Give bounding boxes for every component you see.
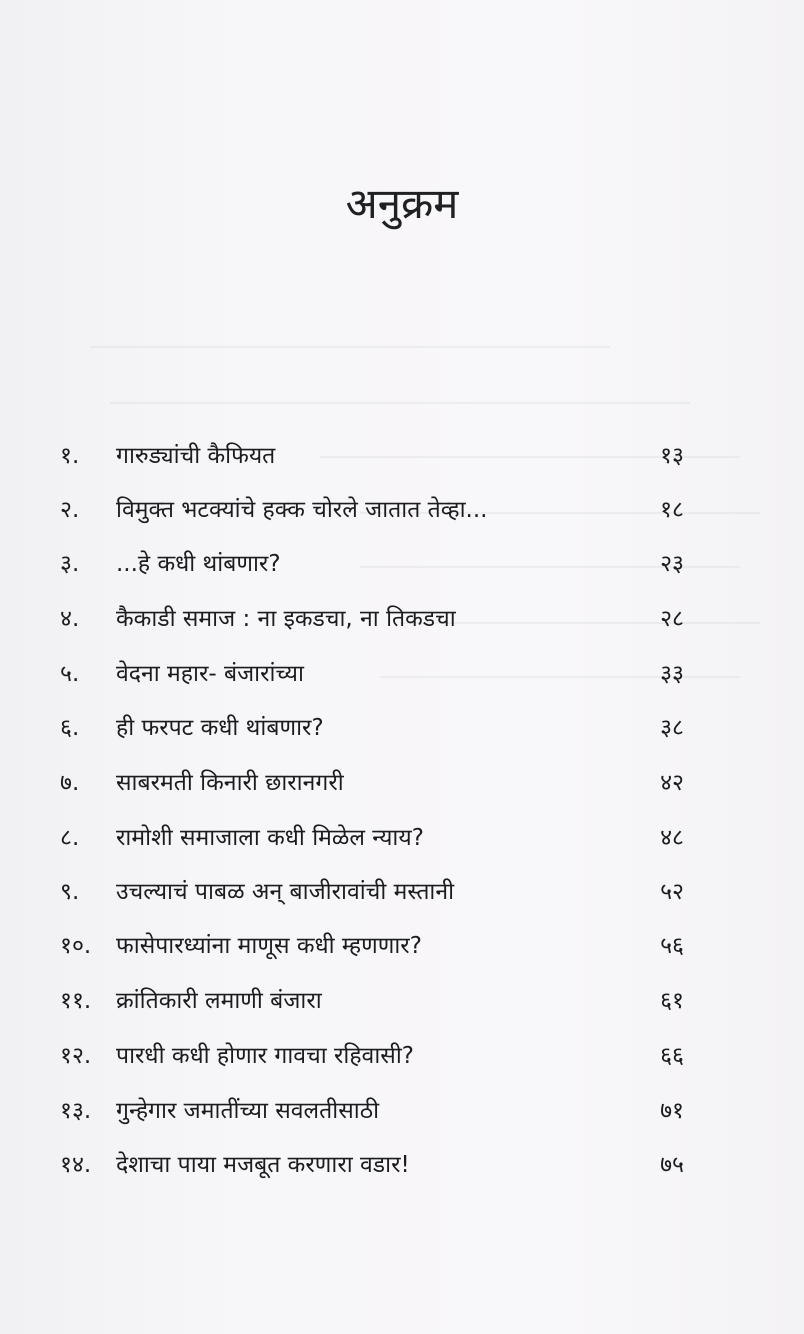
toc-entry-page: ७१: [660, 1098, 684, 1124]
toc-entry-page: ७५: [660, 1152, 684, 1178]
toc-entry-title: वेदना महार- बंजारांच्या: [116, 661, 304, 687]
toc-entry-title: ...हे कधी थांबणार?: [116, 551, 281, 577]
toc-entry: [60, 434, 684, 478]
toc-entry-page: ४८: [660, 825, 684, 851]
toc-entry-page: ६१: [660, 988, 684, 1014]
toc-entry-page: ६६: [660, 1043, 684, 1069]
toc-entry-title: साबरमती किनारी छारानगरी: [116, 770, 344, 796]
toc-entry-page: ५६: [660, 933, 684, 959]
toc-entry-page: ३३: [660, 661, 684, 687]
toc-entry-number: १३.: [60, 1098, 92, 1124]
toc-entry: [60, 1143, 684, 1187]
toc-entry: [60, 488, 684, 532]
toc-entry: [60, 816, 684, 860]
toc-entry-title: क्रांतिकारी लमाणी बंजारा: [116, 988, 322, 1014]
toc-entry-page: २८: [660, 606, 684, 632]
toc-entry-number: ४.: [60, 606, 80, 632]
toc-entry: [60, 706, 684, 750]
toc-entry-title: देशाचा पाया मजबूत करणारा वडार!: [116, 1152, 410, 1178]
toc-entry-title: कैकाडी समाज : ना इकडचा, ना तिकडचा: [116, 606, 456, 632]
toc-entry-title: उचल्याचं पाबळ अन् बाजीरावांची मस्तानी: [116, 879, 455, 905]
toc-entry: [60, 1089, 684, 1133]
toc-entry-page: ३८: [660, 715, 684, 741]
toc-entry-number: ७.: [60, 770, 80, 796]
toc-entry-page: १८: [660, 497, 684, 523]
toc-entry: [60, 761, 684, 805]
toc-entry-title: रामोशी समाजाला कधी मिळेल न्याय?: [116, 825, 424, 851]
toc-entry-number: १२.: [60, 1043, 92, 1069]
toc-entry-title: गुन्हेगार जमातींच्या सवलतीसाठी: [116, 1098, 380, 1124]
toc-entry-title: गारुड्यांची कैफियत: [116, 443, 276, 469]
toc-entry-number: १४.: [60, 1152, 92, 1178]
toc-entry: [60, 979, 684, 1023]
toc-entry-number: ११.: [60, 988, 92, 1014]
toc-entry-page: ४२: [660, 770, 684, 796]
toc-entry-page: ५२: [660, 879, 684, 905]
toc-entry-page: २३: [660, 551, 684, 577]
toc-entry-page: १३: [660, 443, 684, 469]
toc-entry-number: ५.: [60, 661, 80, 687]
toc-entry: [60, 1034, 684, 1078]
toc-entry-title: विमुक्त भटक्यांचे हक्क चोरले जातात तेव्हा...: [116, 497, 488, 523]
toc-entry-title: ही फरपट कधी थांबणार?: [116, 715, 324, 741]
toc-entry: [60, 924, 684, 968]
toc-entry-number: ८.: [60, 825, 80, 851]
toc-entry-number: १०.: [60, 933, 92, 959]
toc-entry-number: ६.: [60, 715, 80, 741]
toc-entry: [60, 870, 684, 914]
toc-entry-number: ९.: [60, 879, 80, 905]
toc-entry-number: २.: [60, 497, 80, 523]
page-title: अनुक्रम: [345, 179, 459, 228]
toc-entry-number: ३.: [60, 551, 80, 577]
toc-entry-number: १.: [60, 443, 80, 469]
toc-entry: [60, 652, 684, 696]
toc-entry: [60, 542, 684, 586]
toc-entry: [60, 597, 684, 641]
toc-entry-title: फासेपारध्यांना माणूस कधी म्हणणार?: [116, 933, 422, 959]
toc-entry-title: पारधी कधी होणार गावचा रहिवासी?: [116, 1043, 414, 1069]
